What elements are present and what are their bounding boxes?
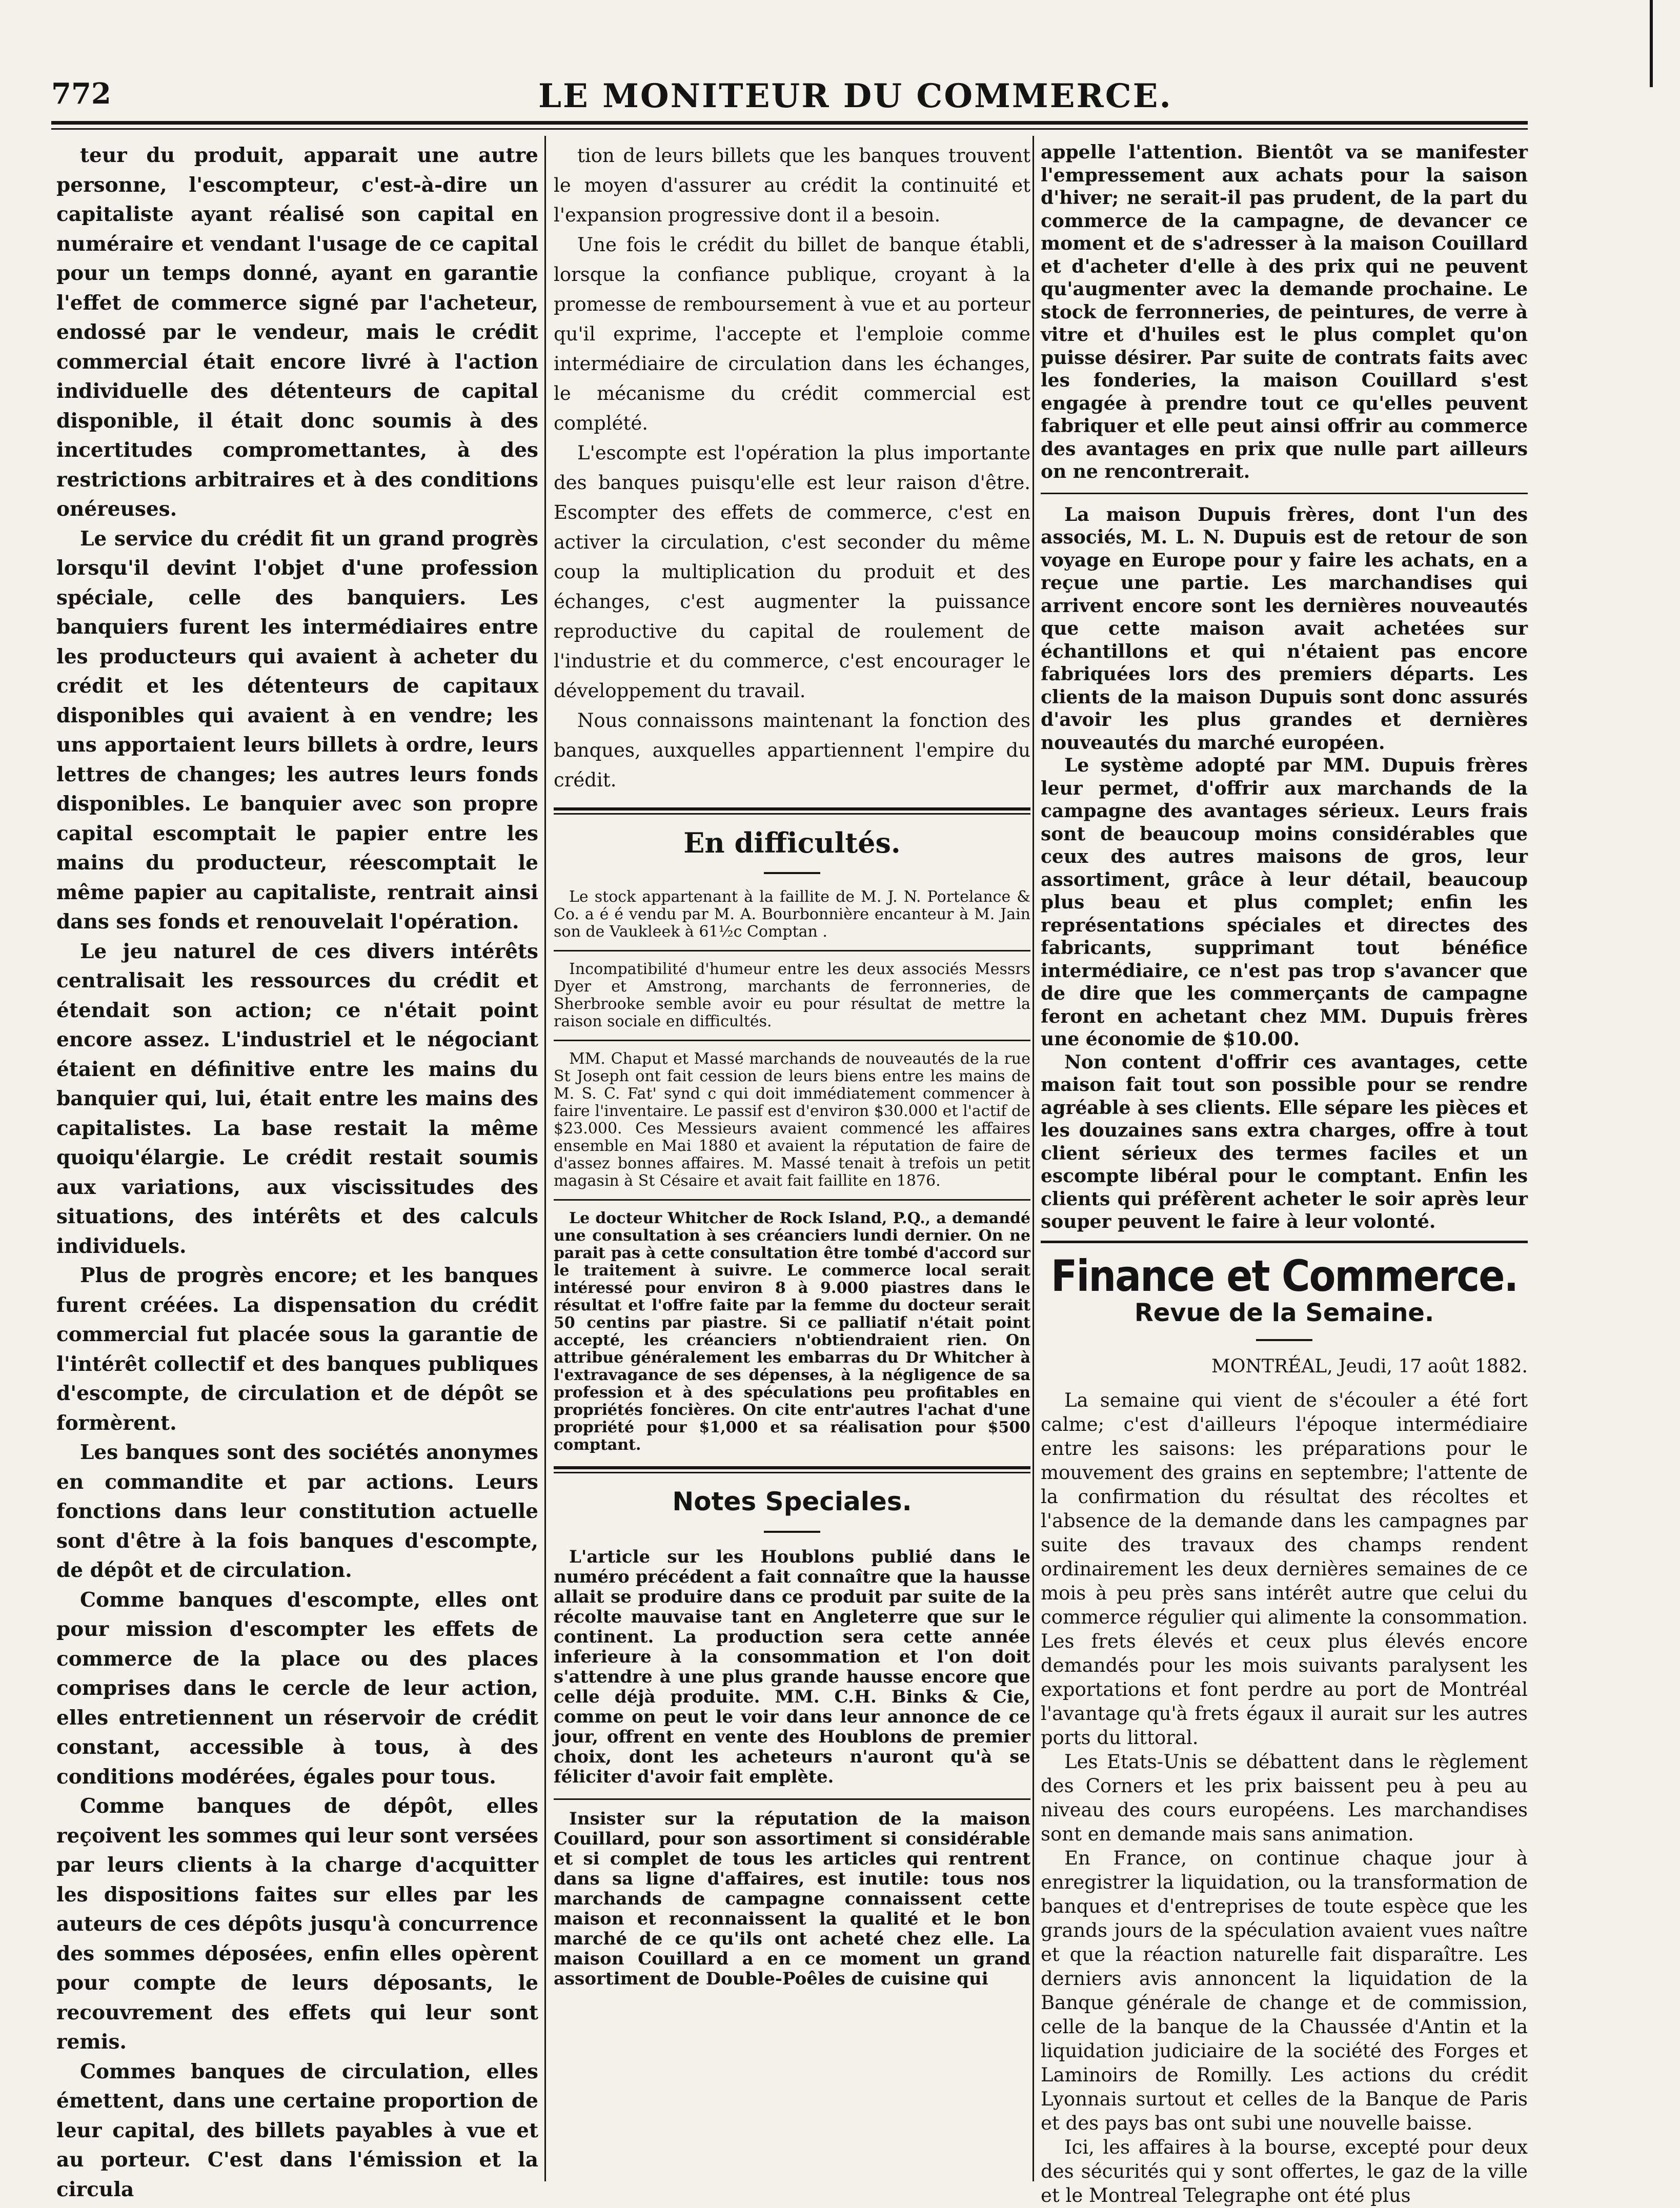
news-item — [554, 1210, 1030, 1454]
news-item-text: Le stock appartenant à la faillite de M. J. N. Portelance & Co. a é é vendu par M. A. Bourbonnière encanteur à M. Jain son de Vaukleek à 61½c Comptan . — [554, 888, 1030, 941]
column-3 — [1041, 141, 1528, 2206]
news-item — [554, 888, 1030, 941]
note-text: L'article sur les Houblons publié dans le numéro précédent a fait connaître que la hausse allait se produire dans ce produit par suite de la récolte mauvaise tant en Angleterre que sur le continent. La production sera cette année inferieure à la consommation et l'on doit s'attendre à une plus grande hausse encore que celle déjà produite. MM. C.H. Binks & Cie, comme on peut le voir dans leur annonce de ce jour, offrent en vente des Houblons de premier choix, dont les acheteurs n'auront qu'à se féliciter d'avoir fait emplète. — [554, 1547, 1030, 1787]
news-item-text: Le docteur Whitcher de Rock Island, P.Q., a demandé une consultation à ses créanciers lundi dernier. On ne parait pas à cette consultation être tombé d'accord sur le traitement à suivre. Le commerce local serait intéressé pour environ 8 à 9.000 piastres dans le résultat et l'offre faite par la femme du docteur serait 50 centins par piastre. Si ce palliatif n'était point accepté, les créanciers n'obtiendraient rien. On attribue généralement les embarras du Dr Whitcher à l'extravagance de ses dépenses, à la négligence de sa profession et à des spéculations peu profitables en propriétés foncières. On cite entr'autres l'achat d'une propriété pour $1,000 et sa réalisation pour $500 comptant. — [554, 1209, 1030, 1454]
paragraph: Le service du crédit fit un grand progrès lorsqu'il devint l'objet d'une profession spéciale, celle des banquiers. Les banquiers furent les intermédiaires entre les producteurs qui avaient à acheter du crédit et les détenteurs de capitaux disponibles qui avaient à en vendre; les uns apportaient leurs billets à ordre, leurs lettres de changes; les autres leurs fonds disponibles. Le banquier avec son propre capital escomptait le papier entre les mains du producteur, réescomptait le même papier au capitaliste, rentrait ainsi dans ses fonds et renouvelait l'opération. — [56, 526, 538, 934]
paragraph: Une fois le crédit du billet de banque établi, lorsque la confiance publique, croyant à la promesse de remboursement à vue et au porteur qu'il exprime, l'accepte et l'emploie comme intermédiaire de circulation dans les échanges, le mécanisme du crédit commercial est complété. — [554, 234, 1030, 434]
masthead-title: LE MONITEUR DU COMMERCE. — [538, 77, 1172, 115]
paragraph: Les banques sont des sociétés anonymes en commandite et par actions. Leurs fonctions dans leur constitution actuelle sont d'être à la fois banques d'escompte, de dépôt et de circulation. — [56, 1441, 538, 1582]
subheading-revue: Revue de la Semaine. — [1134, 1299, 1434, 1327]
column-2 — [554, 141, 1030, 2186]
paragraph: Les Etats-Unis se débattent dans le règlement des Corners et les prix baissent peu à peu au niveau des cours européens. Les marchandises sont en demande mais sans animation. — [1041, 1751, 1528, 1845]
section-divider — [554, 1466, 1030, 1473]
item-divider — [554, 1040, 1030, 1041]
heading-rule — [764, 872, 820, 874]
header-rule-thick — [51, 121, 1528, 125]
paragraph: Comme banques d'escompte, elles ont pour mission d'escompter les effets de commerce de la place ou des places comprises dans le cercle de leur action, elles entretiennent un réservoir de crédit constant, accessible à tous, à des conditions modérées, égales pour tous. — [56, 1588, 538, 1789]
column-divider-2 — [1033, 136, 1034, 2181]
paragraph: Ici, les affaires à la bourse, excepté pour deux des sécurités qui y sont offertes, le gaz de la ville et le Montreal Telegraphe ont été plus — [1041, 2136, 1528, 2206]
news-item — [554, 1050, 1030, 1190]
note-text: La maison Dupuis frères, dont l'un des associés, M. L. N. Dupuis est de retour de son voyage en Europe pour y faire les achats, en a reçue une partie. Les marchandises qui arrivent encore sont les dernières nouveautés que cette maison avait achetées sur échantillons et qui n'étaient pas encore fabriquées lors des premiers départs. Les clients de la maison Dupuis sont donc assurés d'avoir les plus grandes et dernières nouveautés du marché européen. — [1041, 503, 1528, 754]
paragraph: Plus de progrès encore; et les banques furent créées. La dispensation du crédit commercial fut placée sous la garantie de l'intérêt collectif et des banques publiques d'escompte, de circulation et de dépôt se formèrent. — [56, 1264, 538, 1435]
paragraph: Le jeu naturel de ces divers intérêts centralisait les ressources du crédit et étendait son action; ce n'était point encore assez. L'industriel et le négociant étaient en définitive entre les mains du banquier qui, lui, était entre les mains des capitalistes. La base restait la même quoiqu'élargie. Le crédit restait soumis aux variations, aux viscissitudes des situations, des intérêts et des calculs individuels. — [56, 939, 538, 1258]
paragraph: L'escompte est l'opération la plus importante des banques puisqu'elle est leur raison d'être. Escompter des effets de commerce, c'est en activer la circulation, c'est seconder du même coup la multiplication du produit et des échanges, c'est augmenter la puissance reproductive du capital de roulement de l'industrie et du commerce, c'est encourager le développement du travail. — [554, 442, 1030, 702]
paragraph: Nous connaissons maintenant la fonction des banques, auxquelles appartiennent l'empire du crédit. — [554, 710, 1030, 791]
page-edge-mark — [1650, 0, 1653, 87]
section-heading-finance: Finance et Commerce. — [1050, 1250, 1518, 1301]
dateline: MONTRÉAL, Jeudi, 17 août 1882. — [1211, 1355, 1528, 1377]
news-item-text: MM. Chaput et Massé marchands de nouveautés de la rue St Joseph ont fait cession de leurs biens entre les mains de M. S. C. Fat' synd c qui doit immédiatement commencer à faire l'inventaire. Le passif est d'environ $30.000 et l'actif de $23.000. Ces Messieurs avaient commencé les affaires ensemble en Mai 1880 et avaient la réputation de faire de d'assez bonnes affaires. M. Massé tenait à trefois un petit magasin à St Césaire et avait fait faillite en 1876. — [554, 1050, 1030, 1190]
heading-rule — [1256, 1339, 1312, 1341]
note-text: appelle l'attention. Bientôt va se manifester l'empressement aux achats pour la saison d'hiver; ne serait-il pas prudent, de la part du commerce de la campagne, de devancer ce moment et de s'adresser à la maison Couillard et d'acheter d'elle à des prix qui ne peuvent qu'augmenter avec la demande prochaine. Le stock de ferronneries, de peintures, de verre à vitre et d'huiles est le plus complet qu'on puisse désirer. Par suite de contrats faits avec les fonderies, la maison Couillard s'est engagée à prendre tout ce qu'elles peuvent fabriquer et elle peut ainsi offrir au commerce des avantages en prix que nulle part ailleurs on ne rencontrerait. — [1041, 141, 1528, 482]
item-divider — [554, 1798, 1030, 1800]
paragraph: En France, on continue chaque jour à enregistrer la liquidation, ou la transformation de banques et d'entreprises de toute espèce que les grands jours de la spéculation avaient vues naître et que la réaction naturelle fait disparaître. Les derniers avis annoncent la liquidation de la Banque générale de change et de commission, celle de la banque de la Chaussée d'Antin et la liquidation judiciaire de la société des Forges et Laminoirs de Romilly. Les actions du crédit Lyonnais surtout et celles de la Banque de Paris et des pays bas ont subi une nouvelle baisse. — [1041, 1847, 1528, 2134]
section-heading-difficultes: En difficultés. — [683, 826, 901, 859]
section-divider — [554, 807, 1030, 815]
header-rule-thin — [51, 128, 1528, 130]
notes-block — [554, 1547, 1030, 1989]
page-number: 772 — [51, 77, 111, 111]
paragraph: La semaine qui vient de s'écouler a été fort calme; c'est d'ailleurs l'époque intermédiaire entre les saisons: les préparations pour le mouvement des grains en septembre; l'attente de la confirmation du résultat des récoltes et l'absence de la demande dans les campagnes par suite des travaux des champs rendent ordinairement les deux dernières semaines de ce mois à peu près sans intérêt autre que celui du commerce régulier qui alimente la consommation. Les frets élevés et ceux plus élevés encore demandés pour les mois suivants paralysent les exportations et font perdre au port de Montréal l'avantage qu'à frets égaux il aurait sur les autres ports du littoral. — [1041, 1389, 1528, 1749]
notes-continuation — [1041, 141, 1528, 483]
dupuis-notice — [1041, 503, 1528, 1233]
paragraph: Comme banques de dépôt, elles reçoivent les sommes qui leur sont versées par leurs clients à la charge d'acquitter les dispositions faites sur elles par les auteurs de ces dépôts jusqu'à concurrence des sommes déposées, enfin elles opèrent pour compte de leurs déposants, le recouvrement des effets qui leur sont remis. — [56, 1794, 538, 2054]
item-divider — [554, 1199, 1030, 1201]
note-text: Le système adopté par MM. Dupuis frères leur permet, d'offrir aux marchands de la campagne des avantages sérieux. Leurs frais sont de beaucoup moins considérables que ceux des autres maisons de gros, leur assortiment, grâce à leur détail, beaucoup plus beau et plus complet; enfin les représentations spéciales et directes des fabricants, supprimant tout bénéfice intermédiaire, ce n'est pas trop s'avancer que de dire que les commerçants de campagne feront en achetant chez MM. Dupuis frères une économie de $10.00. — [1041, 755, 1528, 1050]
paragraph: teur du produit, apparait une autre personne, l'escompteur, c'est-à-dire un capitaliste ayant réalisé son capital en numéraire et vendant l'usage de ce capital pour un temps donné, ayant en garantie l'effet de commerce signé par l'acheteur, endossé par le vendeur, mais le crédit commercial était encore livré à l'action individuelle des détenteurs de capital disponible, il était donc soumis à des incertitudes compromettantes, à des restrictions arbitraires et à des conditions onéreuses. — [56, 144, 538, 521]
item-divider — [554, 950, 1030, 951]
note-text: Non content d'offrir ces avantages, cette maison fait tout son possible pour se rendre agréable à ses clients. Elle sépare les pièces et les douzaines sans extra charges, offre à tout client sérieux des termes faciles et un escompte libéral pour le comptant. Enfin les clients qui préfèrent acheter le soir après leur souper peuvent le faire à leur volonté. — [1041, 1051, 1528, 1232]
paragraph: tion de leurs billets que les banques trouvent le moyen d'assurer au crédit la continuité et l'expansion progressive dont il a besoin. — [554, 145, 1030, 226]
column-divider-1 — [544, 136, 546, 2181]
column-1 — [56, 141, 538, 2201]
section-divider — [1041, 1241, 1528, 1243]
heading-rule — [764, 1531, 820, 1533]
news-item-text: Incompatibilité d'humeur entre les deux associés Messrs Dyer et Amstrong, marchants de ferronneries, de Sherbrooke semble avoir eu pour résultat de mettre la raison sociale en difficultés. — [554, 960, 1030, 1030]
section-heading-notes: Notes Speciales. — [672, 1487, 912, 1516]
news-item — [554, 961, 1030, 1030]
note-text: Insister sur la réputation de la maison Couillard, pour son assortiment si considérable et si complet de tous les articles qui rentrent dans sa ligne d'affaires, est inutile: tous nos marchands de campagne connaissent cette maison et reconnaissent la qualité et le bon marché de ce qu'ils ont acheté chez elle. La maison Couillard a en ce moment un grand assortiment de Double-Poêles de cuisine qui — [554, 1809, 1030, 1989]
item-divider — [1041, 493, 1528, 494]
paragraph: Commes banques de circulation, elles émettent, dans une certaine proportion de leur capital, des billets payables à vue et au porteur. C'est dans l'émission et la circula — [56, 2059, 538, 2201]
